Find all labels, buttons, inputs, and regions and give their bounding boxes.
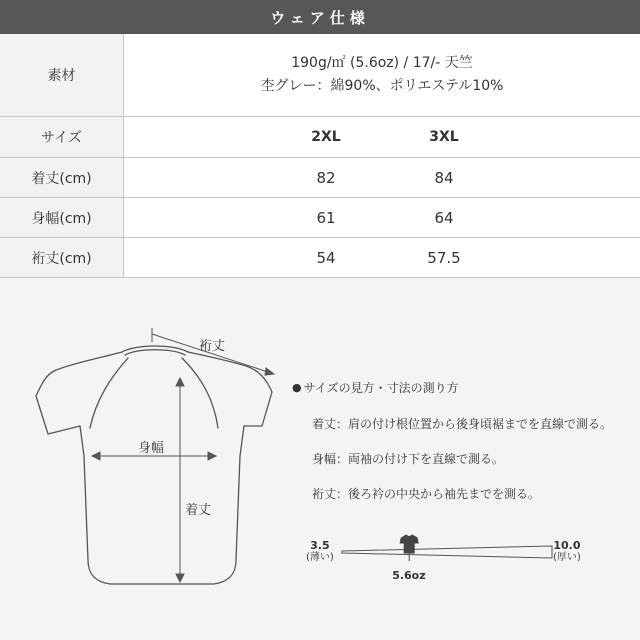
thickness-min-label: (薄い): [306, 552, 334, 563]
measurement-guide-section: [0, 278, 640, 640]
yukitake-3xl: 57.5: [427, 249, 461, 267]
guide-title-text: サイズの見方・寸法の測り方: [303, 381, 459, 395]
kitake-2xl: 82: [316, 168, 336, 187]
row-label-mihaba: 身幅(cm): [0, 198, 124, 237]
thickness-wedge: [342, 546, 552, 558]
spec-table: [0, 34, 640, 278]
table-row: [0, 238, 640, 278]
material-line-2: 杢グレー：綿90%、ポリエステル10%: [260, 78, 504, 94]
size-2xl-header: 2XL: [311, 129, 341, 145]
thickness-scale: [0, 278, 640, 640]
thickness-max-label: (厚い): [553, 552, 581, 563]
kitake-diagram-label: 着丈: [185, 503, 212, 518]
material-value: [124, 34, 640, 116]
guide-line-kitake: 着丈：肩の付け根位置から後身頃裾までを直線で測る。: [312, 417, 613, 431]
thickness-max-value: 10.0: [553, 539, 581, 552]
material-line-1: 190g/㎡ (5.6oz) / 17/- 天竺: [291, 55, 473, 71]
material-label: 素材: [0, 34, 124, 116]
thickness-min: [306, 540, 334, 564]
mihaba-2xl: 61: [316, 208, 336, 227]
thickness-min-value: 3.5: [310, 539, 330, 552]
size-3xl-header: 3XL: [429, 129, 459, 145]
tshirt-marker-icon: [400, 535, 418, 561]
row-label-kitake: 着丈(cm): [0, 158, 124, 197]
table-row: [0, 198, 640, 237]
mihaba-3xl: 64: [434, 208, 454, 227]
bullet-icon: ●: [292, 381, 302, 394]
table-row: [0, 158, 640, 197]
thickness-current: 5.6oz: [392, 569, 426, 582]
material-row: [0, 34, 640, 116]
yukitake-2xl: 54: [316, 249, 336, 267]
thickness-max: [553, 540, 581, 564]
size-header-label: サイズ: [0, 117, 124, 157]
guide-line-mihaba: 身幅：両袖の付け下を直線で測る。: [312, 452, 505, 466]
yukitake-diagram-label: 裄丈: [199, 339, 226, 354]
mihaba-diagram-label: 身幅: [138, 441, 165, 456]
size-header-row: [0, 117, 640, 157]
spec-title: ウェア仕様: [270, 8, 370, 27]
guide-line-yukitake: 裄丈：後ろ衿の中央から袖先までを測る。: [312, 487, 541, 501]
spec-header: [0, 0, 640, 34]
row-label-yukitake: 裄丈(cm): [0, 238, 124, 278]
kitake-3xl: 84: [434, 168, 454, 187]
